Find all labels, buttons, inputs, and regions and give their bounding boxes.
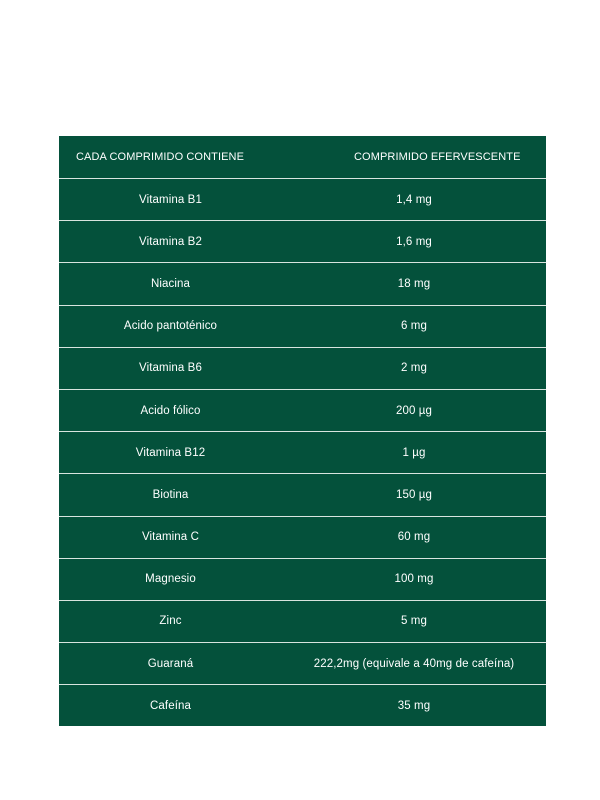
nutrient-amount: 35 mg xyxy=(397,699,431,712)
nutrient-name: Magnesio xyxy=(145,573,196,586)
nutrient-name: Cafeína xyxy=(150,699,191,712)
table-row xyxy=(59,516,546,558)
table-row xyxy=(59,558,546,600)
table-row xyxy=(59,347,546,389)
table-row xyxy=(59,642,546,684)
table-row xyxy=(59,262,546,304)
nutrient-name: Vitamina B2 xyxy=(139,235,202,248)
nutrient-name: Acido fólico xyxy=(140,404,201,417)
nutrient-amount: 222,2mg (equivale a 40mg de cafeína) xyxy=(313,657,515,670)
nutrient-amount: 1 µg xyxy=(402,446,426,459)
nutrient-name: Vitamina C xyxy=(141,531,200,544)
nutrient-name: Acido pantoténico xyxy=(123,320,218,333)
nutrient-amount: 2 mg xyxy=(401,362,427,375)
nutrient-name: Zinc xyxy=(159,615,182,628)
table-row xyxy=(59,431,546,473)
column-header-amount: COMPRIMIDO EFERVESCENTE xyxy=(354,151,521,163)
nutrient-amount: 1,6 mg xyxy=(396,235,432,248)
table-row xyxy=(59,473,546,515)
nutrient-amount: 150 µg xyxy=(395,488,432,501)
nutrient-name: Vitamina B1 xyxy=(139,193,202,206)
nutrient-name: Biotina xyxy=(152,488,189,501)
nutrient-amount: 5 mg xyxy=(401,615,427,628)
table-row xyxy=(59,600,546,642)
table-row xyxy=(59,684,546,726)
table-row xyxy=(59,178,546,220)
nutrient-name: Vitamina B6 xyxy=(139,362,202,375)
nutrient-amount: 60 mg xyxy=(397,531,431,544)
nutrient-name: Niacina xyxy=(150,277,191,290)
nutrient-amount: 100 mg xyxy=(394,573,434,586)
table-row xyxy=(59,305,546,347)
nutrition-table xyxy=(59,136,546,726)
nutrient-amount: 200 µg xyxy=(395,404,432,417)
table-header-row xyxy=(59,136,546,178)
column-header-contents: CADA COMPRIMIDO CONTIENE xyxy=(76,151,245,163)
nutrient-amount: 18 mg xyxy=(397,277,431,290)
table-row xyxy=(59,389,546,431)
nutrient-amount: 6 mg xyxy=(401,320,427,333)
nutrient-amount: 1,4 mg xyxy=(396,193,432,206)
table-row xyxy=(59,220,546,262)
nutrient-name: Vitamina B12 xyxy=(135,446,206,459)
nutrient-name: Guaraná xyxy=(147,657,194,670)
